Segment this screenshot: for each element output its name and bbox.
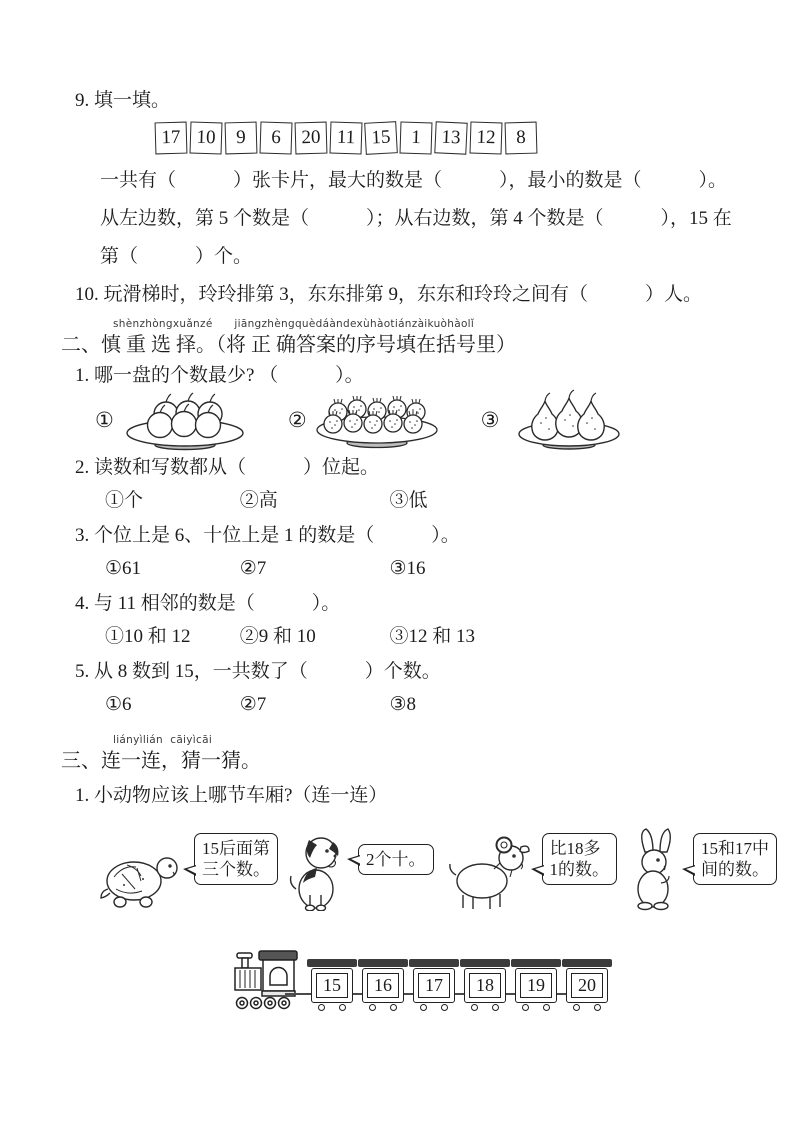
goat-speech-bubble xyxy=(542,833,618,885)
option-1: ①10 和 12 xyxy=(105,626,191,647)
number-card: 6 xyxy=(260,122,293,155)
goat-group xyxy=(444,833,618,911)
train-car-number: 19 xyxy=(520,973,552,998)
train-cars xyxy=(301,959,608,1011)
section-3-heading: 三、连一连，猜一猜。 xyxy=(61,750,261,772)
bubble-text: 2个十。 xyxy=(366,850,426,869)
strawberry-plate-image xyxy=(311,389,443,451)
plate-1-label: ① xyxy=(95,408,114,432)
train-car-roof xyxy=(511,959,561,967)
animals-row xyxy=(100,815,769,911)
rabbit-group xyxy=(627,827,777,911)
number-card: 13 xyxy=(434,121,467,154)
train-car-roof xyxy=(460,959,510,967)
dog-group xyxy=(288,833,434,911)
plate-option-2 xyxy=(288,389,443,451)
pear-plate-image xyxy=(503,389,635,451)
question-2-options xyxy=(75,488,753,514)
train-car xyxy=(515,959,557,1011)
bubble-text: 比18多 xyxy=(549,839,601,858)
bubble-text: 间的数。 xyxy=(701,860,769,879)
option-2: ②7 xyxy=(239,558,267,579)
option-3: ③16 xyxy=(389,558,426,579)
question-10: 10. 玩滑梯时，玲玲排第 3，东东排第 9，东东和玲玲之间有（ ）人。 xyxy=(75,284,703,305)
turtle-group xyxy=(100,833,278,911)
train-car-number: 16 xyxy=(367,973,399,998)
question-9-fill-line-1: 一共有（ ）张卡片，最大的数是（ ），最小的数是（ ）。 xyxy=(100,170,728,191)
question-4-options xyxy=(75,624,753,650)
wheel-icon xyxy=(471,1004,478,1011)
number-card: 1 xyxy=(400,122,433,155)
option-2: ②7 xyxy=(239,694,267,715)
section-2-question-2: 2. 读数和写数都从（ ）位起。 xyxy=(75,457,380,478)
fruit-plates-row xyxy=(95,389,753,451)
wheel-icon xyxy=(369,1004,376,1011)
locomotive-image xyxy=(233,947,307,1011)
section-2-question-1: 1. 哪一盘的个数最少? （ ）。 xyxy=(75,365,364,386)
option-1: ①61 xyxy=(105,558,142,579)
number-card: 9 xyxy=(225,122,258,155)
train-image xyxy=(233,939,753,1011)
bubble-text: 1的数。 xyxy=(549,860,609,879)
wheel-icon xyxy=(573,1004,580,1011)
number-cards-row xyxy=(155,120,753,156)
option-1: ①6 xyxy=(105,694,132,715)
bubble-text: 三个数。 xyxy=(202,860,270,879)
wheel-icon xyxy=(420,1004,427,1011)
section-3-header xyxy=(61,734,753,775)
bubble-text: 15和17中 xyxy=(701,839,769,858)
train-car xyxy=(566,959,608,1011)
goat-image xyxy=(444,833,530,911)
train-car-roof xyxy=(562,959,612,967)
train-car-number: 18 xyxy=(469,973,501,998)
train-car xyxy=(464,959,506,1011)
number-card: 10 xyxy=(190,122,223,155)
section-3-pinyin: liányìlián cāiyìcāi xyxy=(113,734,213,746)
section-2-question-4: 4. 与 11 相邻的数是（ ）。 xyxy=(75,593,341,614)
dog-image xyxy=(288,833,346,911)
wheel-icon xyxy=(318,1004,325,1011)
train-car xyxy=(413,959,455,1011)
wheel-icon xyxy=(522,1004,529,1011)
plate-option-3 xyxy=(481,389,636,451)
question-9-fill-line-3: 第（ ）个。 xyxy=(100,246,253,267)
number-card: 12 xyxy=(470,122,503,155)
turtle-speech-bubble xyxy=(194,833,278,885)
option-3: ③低 xyxy=(389,490,428,511)
rabbit-speech-bubble xyxy=(693,833,777,885)
section-3-question-1: 1. 小动物应该上哪节车厢?（连一连） xyxy=(75,785,388,806)
wheel-icon xyxy=(339,1004,346,1011)
train-car-number: 20 xyxy=(571,973,603,998)
section-2-question-5: 5. 从 8 数到 15，一共数了（ ）个数。 xyxy=(75,661,441,682)
wheel-icon xyxy=(543,1004,550,1011)
train-car-number: 17 xyxy=(418,973,450,998)
plate-3-label: ③ xyxy=(480,408,500,432)
train-car-roof xyxy=(307,959,357,967)
wheel-icon xyxy=(441,1004,448,1011)
question-5-options xyxy=(75,692,753,718)
apple-plate-image xyxy=(118,389,250,451)
plate-option-1 xyxy=(95,389,250,451)
section-2-pinyin: shènzhòngxuǎnzé jiāngzhèngquèdáàndexùhàotiánzàikuòhàolǐ xyxy=(113,318,475,330)
number-card: 17 xyxy=(155,122,188,155)
number-card: 20 xyxy=(295,122,328,155)
wheel-icon xyxy=(594,1004,601,1011)
wheel-icon xyxy=(492,1004,499,1011)
number-card: 8 xyxy=(505,122,538,155)
rabbit-image xyxy=(627,827,681,911)
bubble-text: 15后面第 xyxy=(202,839,270,858)
option-1: ①个 xyxy=(105,490,144,511)
number-card: 15 xyxy=(364,121,398,155)
train-car-roof xyxy=(358,959,408,967)
train-car xyxy=(362,959,404,1011)
option-2: ②高 xyxy=(239,490,278,511)
train-car-roof xyxy=(409,959,459,967)
plate-2-label: ② xyxy=(287,408,307,432)
question-9-fill-line-2: 从左边数，第 5 个数是（ ）；从右边数，第 4 个数是（ ），15 在 xyxy=(100,208,732,229)
dog-speech-bubble xyxy=(358,844,434,875)
section-2-header xyxy=(61,318,753,359)
number-card: 11 xyxy=(330,122,363,155)
train-car-number: 15 xyxy=(316,973,348,998)
train-car xyxy=(311,959,353,1011)
wheel-icon xyxy=(390,1004,397,1011)
option-2: ②9 和 10 xyxy=(239,626,316,647)
question-9-title: 9. 填一填。 xyxy=(75,90,171,111)
question-3-options xyxy=(75,556,753,582)
section-2-question-3: 3. 个位上是 6、十位上是 1 的数是（ ）。 xyxy=(75,525,460,546)
option-3: ③12 和 13 xyxy=(389,626,476,647)
option-3: ③8 xyxy=(389,694,417,715)
turtle-image xyxy=(100,839,182,911)
section-2-heading: 二、慎 重 选 择。（将 正 确答案的序号填在括号里） xyxy=(61,334,516,356)
